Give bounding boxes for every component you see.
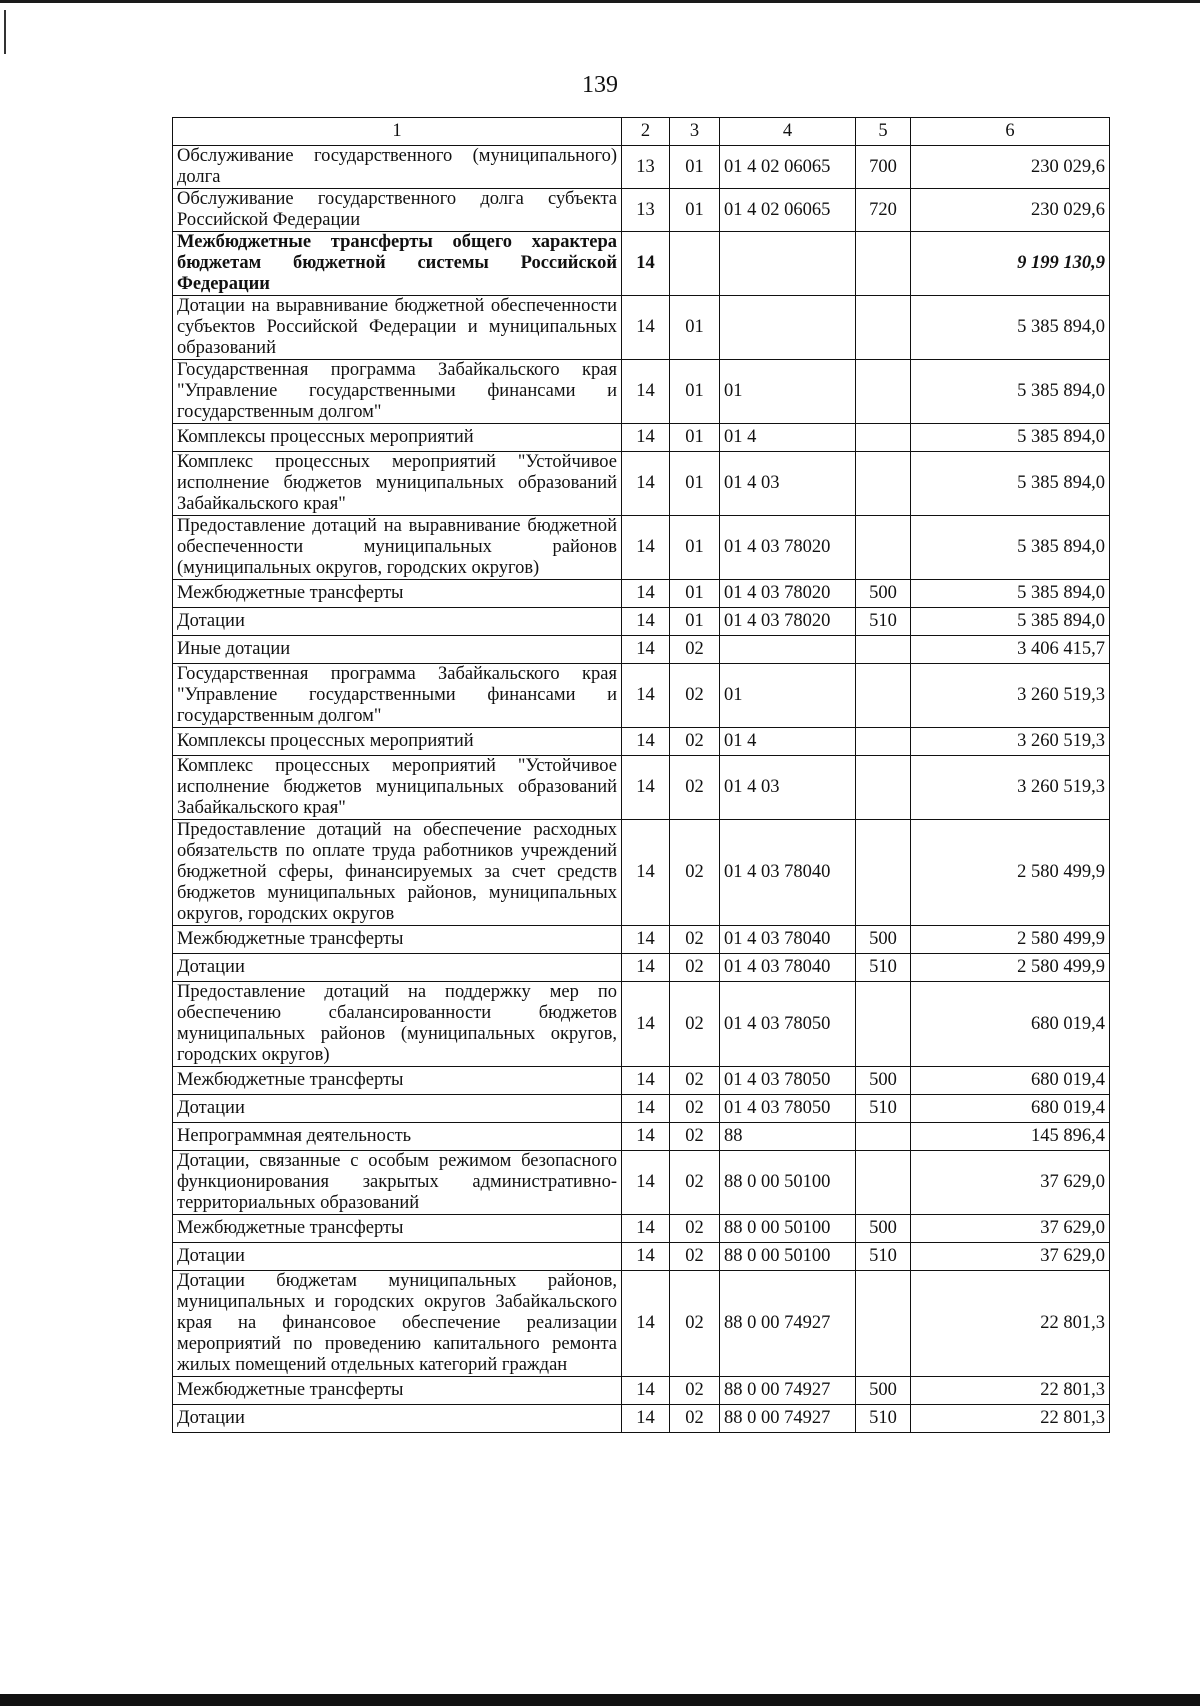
target-article-code: 88 0 00 50100 [720, 1215, 856, 1243]
table-row [173, 1067, 1110, 1095]
expense-type-code: 500 [856, 1215, 911, 1243]
section-code: 14 [622, 664, 670, 728]
amount-value: 5 385 894,0 [911, 580, 1110, 608]
subsection-code: 02 [670, 926, 720, 954]
expense-type-code: 510 [856, 608, 911, 636]
expense-type-code: 510 [856, 1405, 911, 1433]
target-article-code: 01 4 03 78020 [720, 608, 856, 636]
table-row [173, 580, 1110, 608]
subsection-code: 02 [670, 1271, 720, 1377]
section-code: 14 [622, 636, 670, 664]
subsection-code: 01 [670, 516, 720, 580]
subsection-code: 02 [670, 636, 720, 664]
table-row [173, 954, 1110, 982]
row-description: Межбюджетные трансферты [173, 1067, 622, 1095]
subsection-code: 02 [670, 820, 720, 926]
table-row [173, 1151, 1110, 1215]
row-description: Дотации на выравнивание бюджетной обеспеченности субъектов Российской Федерации и муниципальных образований [173, 296, 622, 360]
target-article-code: 01 4 03 78050 [720, 982, 856, 1067]
target-article-code [720, 232, 856, 296]
target-article-code: 01 4 03 [720, 756, 856, 820]
expense-type-code [856, 636, 911, 664]
column-header-1: 1 [173, 118, 622, 146]
expense-type-code [856, 452, 911, 516]
subsection-code: 01 [670, 608, 720, 636]
row-description: Дотации [173, 608, 622, 636]
target-article-code: 01 4 [720, 728, 856, 756]
subsection-code: 02 [670, 1067, 720, 1095]
expense-type-code: 500 [856, 580, 911, 608]
amount-value: 5 385 894,0 [911, 516, 1110, 580]
amount-value: 22 801,3 [911, 1405, 1110, 1433]
expense-type-code: 510 [856, 954, 911, 982]
table-row [173, 1243, 1110, 1271]
amount-value: 37 629,0 [911, 1215, 1110, 1243]
row-description: Государственная программа Забайкальского края "Управление государственными финансами и государственным долгом" [173, 360, 622, 424]
amount-value: 3 406 415,7 [911, 636, 1110, 664]
target-article-code: 88 [720, 1123, 856, 1151]
section-code: 14 [622, 360, 670, 424]
row-description: Межбюджетные трансферты [173, 580, 622, 608]
row-description: Дотации [173, 1243, 622, 1271]
row-description: Комплексы процессных мероприятий [173, 728, 622, 756]
section-code: 14 [622, 580, 670, 608]
column-header-3: 3 [670, 118, 720, 146]
target-article-code: 88 0 00 74927 [720, 1271, 856, 1377]
subsection-code: 02 [670, 1123, 720, 1151]
row-description: Комплексы процессных мероприятий [173, 424, 622, 452]
section-code: 14 [622, 1405, 670, 1433]
target-article-code: 88 0 00 74927 [720, 1377, 856, 1405]
target-article-code: 01 [720, 664, 856, 728]
column-header-4: 4 [720, 118, 856, 146]
scan-border-top [0, 0, 1200, 3]
expense-type-code [856, 1151, 911, 1215]
amount-value: 2 580 499,9 [911, 954, 1110, 982]
section-code: 14 [622, 982, 670, 1067]
section-code: 14 [622, 756, 670, 820]
table-row [173, 1215, 1110, 1243]
section-code: 14 [622, 728, 670, 756]
column-header-5: 5 [856, 118, 911, 146]
target-article-code: 01 4 03 78040 [720, 926, 856, 954]
table-row [173, 820, 1110, 926]
section-code: 14 [622, 820, 670, 926]
table-row [173, 1377, 1110, 1405]
subsection-code [670, 232, 720, 296]
table-row [173, 982, 1110, 1067]
subsection-code: 01 [670, 360, 720, 424]
amount-value: 9 199 130,9 [911, 232, 1110, 296]
expense-type-code [856, 1123, 911, 1151]
expense-type-code: 500 [856, 1377, 911, 1405]
expense-type-code: 510 [856, 1243, 911, 1271]
row-description: Межбюджетные трансферты [173, 1215, 622, 1243]
amount-value: 2 580 499,9 [911, 926, 1110, 954]
table-row [173, 296, 1110, 360]
subsection-code: 02 [670, 954, 720, 982]
amount-value: 680 019,4 [911, 1095, 1110, 1123]
row-description: Межбюджетные трансферты [173, 1377, 622, 1405]
amount-value: 2 580 499,9 [911, 820, 1110, 926]
section-code: 13 [622, 189, 670, 232]
subsection-code: 02 [670, 1215, 720, 1243]
subsection-code: 01 [670, 580, 720, 608]
page-number: 139 [582, 72, 618, 98]
expense-type-code [856, 424, 911, 452]
section-code: 14 [622, 424, 670, 452]
table-row [173, 664, 1110, 728]
amount-value: 5 385 894,0 [911, 424, 1110, 452]
amount-value: 230 029,6 [911, 189, 1110, 232]
expense-type-code [856, 820, 911, 926]
amount-value: 5 385 894,0 [911, 608, 1110, 636]
table-row [173, 516, 1110, 580]
expense-type-code: 700 [856, 146, 911, 189]
section-code: 14 [622, 1243, 670, 1271]
table-row [173, 189, 1110, 232]
section-code: 14 [622, 926, 670, 954]
target-article-code: 01 4 03 78050 [720, 1067, 856, 1095]
subsection-code: 02 [670, 664, 720, 728]
amount-value: 3 260 519,3 [911, 664, 1110, 728]
target-article-code: 01 4 02 06065 [720, 189, 856, 232]
expense-type-code [856, 516, 911, 580]
subsection-code: 02 [670, 1405, 720, 1433]
target-article-code: 01 4 [720, 424, 856, 452]
row-description: Дотации [173, 954, 622, 982]
section-code: 14 [622, 1215, 670, 1243]
target-article-code: 01 4 03 78040 [720, 954, 856, 982]
amount-value: 5 385 894,0 [911, 360, 1110, 424]
amount-value: 22 801,3 [911, 1271, 1110, 1377]
row-description: Обслуживание государственного долга субъекта Российской Федерации [173, 189, 622, 232]
table-row [173, 756, 1110, 820]
subsection-code: 01 [670, 424, 720, 452]
section-code: 14 [622, 452, 670, 516]
table-row [173, 1405, 1110, 1433]
amount-value: 5 385 894,0 [911, 452, 1110, 516]
row-description: Дотации [173, 1405, 622, 1433]
amount-value: 230 029,6 [911, 146, 1110, 189]
target-article-code: 88 0 00 74927 [720, 1405, 856, 1433]
row-description: Дотации бюджетам муниципальных районов, муниципальных и городских округов Забайкальского края на финансовое обеспечение реализации мероприятий по проведению капитального ремонта жилых помещений отдельных категорий граждан [173, 1271, 622, 1377]
expense-type-code [856, 232, 911, 296]
row-description: Дотации [173, 1095, 622, 1123]
expense-type-code [856, 728, 911, 756]
row-description: Межбюджетные трансферты общего характера бюджетам бюджетной системы Российской Федерации [173, 232, 622, 296]
target-article-code [720, 636, 856, 664]
row-description: Комплекс процессных мероприятий "Устойчивое исполнение бюджетов муниципальных образований Забайкальского края" [173, 452, 622, 516]
target-article-code: 01 4 03 78040 [720, 820, 856, 926]
subsection-code: 02 [670, 728, 720, 756]
table-row [173, 360, 1110, 424]
target-article-code: 01 4 03 78020 [720, 580, 856, 608]
amount-value: 37 629,0 [911, 1243, 1110, 1271]
scan-mark-left [4, 10, 6, 54]
subsection-code: 02 [670, 756, 720, 820]
target-article-code: 01 4 02 06065 [720, 146, 856, 189]
row-description: Межбюджетные трансферты [173, 926, 622, 954]
expense-type-code [856, 1271, 911, 1377]
section-code: 14 [622, 1377, 670, 1405]
row-description: Комплекс процессных мероприятий "Устойчивое исполнение бюджетов муниципальных образований Забайкальского края" [173, 756, 622, 820]
expense-type-code: 500 [856, 926, 911, 954]
table-row [173, 424, 1110, 452]
target-article-code: 01 4 03 78050 [720, 1095, 856, 1123]
budget-table [172, 117, 1110, 1433]
table-row [173, 232, 1110, 296]
row-description: Государственная программа Забайкальского края "Управление государственными финансами и государственным долгом" [173, 664, 622, 728]
section-code: 14 [622, 296, 670, 360]
table-row [173, 452, 1110, 516]
amount-value: 3 260 519,3 [911, 728, 1110, 756]
row-description: Иные дотации [173, 636, 622, 664]
subsection-code: 01 [670, 189, 720, 232]
subsection-code: 01 [670, 296, 720, 360]
target-article-code [720, 296, 856, 360]
table-header-row [173, 118, 1110, 146]
amount-value: 5 385 894,0 [911, 296, 1110, 360]
table-row [173, 926, 1110, 954]
target-article-code: 01 4 03 [720, 452, 856, 516]
expense-type-code [856, 296, 911, 360]
amount-value: 680 019,4 [911, 982, 1110, 1067]
row-description: Предоставление дотаций на поддержку мер по обеспечению сбалансированности бюджетов муниципальных районов (муниципальных округов, городских округов) [173, 982, 622, 1067]
section-code: 14 [622, 954, 670, 982]
scan-border-bottom [0, 1694, 1200, 1706]
expense-type-code: 500 [856, 1067, 911, 1095]
row-description: Дотации, связанные с особым режимом безопасного функционирования закрытых административно-территориальных образований [173, 1151, 622, 1215]
expense-type-code: 510 [856, 1095, 911, 1123]
amount-value: 22 801,3 [911, 1377, 1110, 1405]
section-code: 14 [622, 1123, 670, 1151]
table-row [173, 608, 1110, 636]
expense-type-code [856, 360, 911, 424]
expense-type-code [856, 756, 911, 820]
table-row [173, 728, 1110, 756]
expense-type-code [856, 982, 911, 1067]
table-row [173, 1095, 1110, 1123]
amount-value: 680 019,4 [911, 1067, 1110, 1095]
target-article-code: 88 0 00 50100 [720, 1243, 856, 1271]
table-row [173, 146, 1110, 189]
amount-value: 37 629,0 [911, 1151, 1110, 1215]
expense-type-code [856, 664, 911, 728]
section-code: 14 [622, 1067, 670, 1095]
subsection-code: 02 [670, 1243, 720, 1271]
subsection-code: 02 [670, 1151, 720, 1215]
target-article-code: 88 0 00 50100 [720, 1151, 856, 1215]
section-code: 14 [622, 232, 670, 296]
table-row [173, 636, 1110, 664]
amount-value: 145 896,4 [911, 1123, 1110, 1151]
expense-type-code: 720 [856, 189, 911, 232]
subsection-code: 01 [670, 146, 720, 189]
amount-value: 3 260 519,3 [911, 756, 1110, 820]
row-description: Предоставление дотаций на обеспечение расходных обязательств по оплате труда работников учреждений бюджетной сферы, финансируемых за счет средств бюджетов муниципальных районов, муниципальных округов, городских округов [173, 820, 622, 926]
row-description: Обслуживание государственного (муниципального) долга [173, 146, 622, 189]
column-header-2: 2 [622, 118, 670, 146]
section-code: 13 [622, 146, 670, 189]
subsection-code: 01 [670, 452, 720, 516]
section-code: 14 [622, 1271, 670, 1377]
table-body [173, 146, 1110, 1433]
row-description: Предоставление дотаций на выравнивание бюджетной обеспеченности муниципальных районов (муниципальных округов, городских округов) [173, 516, 622, 580]
subsection-code: 02 [670, 1377, 720, 1405]
section-code: 14 [622, 516, 670, 580]
target-article-code: 01 4 03 78020 [720, 516, 856, 580]
section-code: 14 [622, 1095, 670, 1123]
target-article-code: 01 [720, 360, 856, 424]
subsection-code: 02 [670, 1095, 720, 1123]
section-code: 14 [622, 1151, 670, 1215]
table-row [173, 1123, 1110, 1151]
subsection-code: 02 [670, 982, 720, 1067]
row-description: Непрограммная деятельность [173, 1123, 622, 1151]
column-header-6: 6 [911, 118, 1110, 146]
section-code: 14 [622, 608, 670, 636]
table-row [173, 1271, 1110, 1377]
